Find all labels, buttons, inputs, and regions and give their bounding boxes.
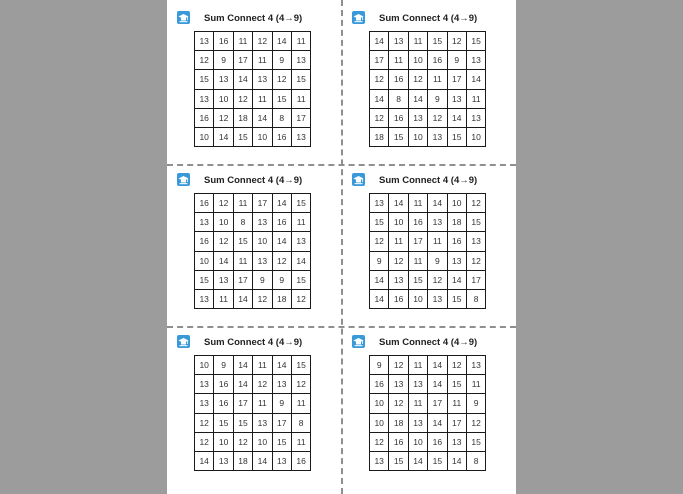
grid-cell: 16	[291, 451, 310, 470]
grid-cell: 13	[466, 108, 485, 127]
grid-cell: 11	[253, 89, 272, 108]
grid-cell: 11	[428, 70, 447, 89]
grid-row	[370, 251, 486, 270]
grid-cell: 17	[233, 51, 252, 70]
grid-cell: 11	[233, 251, 252, 270]
grid-cell: 8	[466, 289, 485, 308]
grid-row	[195, 89, 311, 108]
grid-cell: 13	[447, 89, 466, 108]
grid-cell: 15	[291, 194, 310, 213]
grid-cell: 12	[272, 70, 291, 89]
grid-row	[195, 108, 311, 127]
number-grid	[194, 31, 311, 147]
grid-cell: 14	[214, 251, 233, 270]
grid-row	[195, 213, 311, 232]
grid-cell: 13	[214, 270, 233, 289]
grid-cell: 12	[195, 413, 214, 432]
graduation-cap-icon	[352, 11, 365, 24]
grid-cell: 11	[233, 194, 252, 213]
grid-row	[370, 232, 486, 251]
graduation-cap-icon	[177, 335, 190, 348]
grid-cell: 17	[428, 394, 447, 413]
grid-cell: 11	[408, 394, 427, 413]
grid-cell: 17	[272, 413, 291, 432]
grid-cell: 12	[272, 251, 291, 270]
grid-row	[370, 432, 486, 451]
grid-cell: 14	[291, 251, 310, 270]
grid-cell: 10	[214, 213, 233, 232]
graduation-cap-icon	[177, 173, 190, 186]
grid-cell: 14	[389, 194, 408, 213]
grid-cell: 11	[291, 32, 310, 51]
grid-cell: 9	[428, 251, 447, 270]
grid-cell: 12	[466, 194, 485, 213]
grid-cell: 14	[370, 89, 389, 108]
grid-cell: 15	[447, 127, 466, 146]
grid-cell: 10	[253, 127, 272, 146]
grid-cell: 9	[370, 251, 389, 270]
grid-cell: 13	[370, 194, 389, 213]
grid-cell: 13	[253, 70, 272, 89]
grid-cell: 13	[389, 32, 408, 51]
grid-cell: 10	[408, 289, 427, 308]
grid-cell: 17	[291, 108, 310, 127]
puzzle-card	[342, 324, 514, 484]
grid-row	[195, 413, 311, 432]
grid-cell: 11	[466, 375, 485, 394]
grid-cell: 16	[428, 51, 447, 70]
grid-cell: 12	[389, 356, 408, 375]
grid-cell: 14	[253, 451, 272, 470]
grid-cell: 14	[195, 451, 214, 470]
grid-cell: 15	[389, 451, 408, 470]
grid-cell: 11	[389, 232, 408, 251]
graduation-cap-icon	[352, 173, 365, 186]
grid-cell: 15	[214, 413, 233, 432]
grid-cell: 13	[447, 251, 466, 270]
grid-row	[370, 70, 486, 89]
grid-row	[370, 451, 486, 470]
grid-cell: 8	[291, 413, 310, 432]
grid-cell: 14	[466, 70, 485, 89]
grid-cell: 13	[253, 251, 272, 270]
grid-cell: 8	[233, 213, 252, 232]
grid-cell: 12	[195, 432, 214, 451]
grid-cell: 15	[291, 270, 310, 289]
grid-cell: 14	[447, 108, 466, 127]
grid-cell: 13	[466, 356, 485, 375]
grid-cell: 14	[214, 127, 233, 146]
grid-cell: 15	[428, 451, 447, 470]
puzzle-card	[167, 0, 339, 160]
grid-row	[195, 32, 311, 51]
grid-cell: 12	[291, 289, 310, 308]
grid-cell: 12	[447, 356, 466, 375]
grid-cell: 14	[447, 451, 466, 470]
grid-cell: 12	[389, 394, 408, 413]
grid-cell: 12	[408, 70, 427, 89]
grid-cell: 13	[428, 213, 447, 232]
grid-row	[195, 451, 311, 470]
grid-cell: 13	[428, 127, 447, 146]
grid-cell: 13	[291, 51, 310, 70]
puzzle-card	[342, 0, 514, 160]
grid-cell: 14	[233, 289, 252, 308]
grid-cell: 10	[408, 51, 427, 70]
grid-cell: 16	[408, 213, 427, 232]
grid-cell: 9	[214, 356, 233, 375]
grid-cell: 11	[233, 32, 252, 51]
grid-cell: 13	[272, 375, 291, 394]
grid-cell: 15	[428, 32, 447, 51]
grid-cell: 13	[272, 451, 291, 470]
grid-cell: 11	[291, 394, 310, 413]
grid-cell: 16	[195, 108, 214, 127]
grid-cell: 16	[447, 232, 466, 251]
grid-cell: 11	[389, 51, 408, 70]
grid-cell: 12	[195, 51, 214, 70]
grid-cell: 14	[428, 413, 447, 432]
grid-cell: 11	[408, 194, 427, 213]
grid-cell: 10	[370, 394, 389, 413]
grid-cell: 11	[466, 89, 485, 108]
grid-row	[370, 89, 486, 108]
grid-cell: 15	[272, 432, 291, 451]
grid-cell: 15	[466, 432, 485, 451]
grid-cell: 13	[253, 213, 272, 232]
grid-cell: 13	[389, 270, 408, 289]
grid-cell: 11	[253, 51, 272, 70]
grid-cell: 14	[370, 289, 389, 308]
grid-cell: 14	[408, 451, 427, 470]
number-grid	[194, 355, 311, 471]
grid-cell: 18	[233, 108, 252, 127]
grid-cell: 8	[389, 89, 408, 108]
grid-cell: 11	[253, 356, 272, 375]
grid-cell: 10	[195, 251, 214, 270]
grid-cell: 12	[214, 232, 233, 251]
grid-cell: 15	[233, 232, 252, 251]
grid-cell: 11	[291, 89, 310, 108]
grid-cell: 9	[370, 356, 389, 375]
grid-row	[370, 356, 486, 375]
grid-cell: 16	[389, 70, 408, 89]
grid-cell: 14	[233, 375, 252, 394]
grid-cell: 10	[214, 432, 233, 451]
grid-cell: 11	[428, 232, 447, 251]
grid-cell: 12	[466, 413, 485, 432]
worksheet-page	[167, 0, 516, 494]
grid-cell: 12	[370, 70, 389, 89]
grid-cell: 10	[466, 127, 485, 146]
grid-cell: 9	[272, 51, 291, 70]
grid-cell: 13	[195, 89, 214, 108]
grid-row	[370, 375, 486, 394]
grid-cell: 13	[447, 432, 466, 451]
grid-cell: 10	[195, 356, 214, 375]
grid-cell: 18	[447, 213, 466, 232]
grid-cell: 11	[408, 356, 427, 375]
grid-cell: 10	[370, 413, 389, 432]
puzzle-title: Sum Connect 4 (4→9)	[379, 175, 478, 186]
puzzle-card	[342, 162, 514, 322]
grid-cell: 15	[195, 70, 214, 89]
grid-cell: 15	[408, 270, 427, 289]
grid-cell: 13	[195, 394, 214, 413]
grid-cell: 16	[195, 232, 214, 251]
grid-cell: 13	[291, 127, 310, 146]
grid-cell: 12	[370, 432, 389, 451]
grid-cell: 16	[389, 289, 408, 308]
grid-row	[370, 194, 486, 213]
puzzle-card	[167, 324, 339, 484]
grid-cell: 14	[428, 375, 447, 394]
grid-cell: 17	[447, 413, 466, 432]
grid-cell: 9	[466, 394, 485, 413]
number-grid	[369, 355, 486, 471]
grid-cell: 13	[291, 232, 310, 251]
grid-cell: 12	[233, 89, 252, 108]
number-grid	[369, 31, 486, 147]
puzzle-card	[167, 162, 339, 322]
grid-cell: 17	[253, 194, 272, 213]
grid-row	[195, 394, 311, 413]
graduation-cap-icon	[177, 11, 190, 24]
puzzle-title: Sum Connect 4 (4→9)	[379, 337, 478, 348]
grid-cell: 10	[214, 89, 233, 108]
grid-cell: 11	[408, 32, 427, 51]
graduation-cap-icon	[352, 335, 365, 348]
grid-cell: 16	[214, 394, 233, 413]
grid-cell: 12	[389, 251, 408, 270]
grid-cell: 13	[195, 213, 214, 232]
grid-cell: 12	[466, 251, 485, 270]
grid-cell: 12	[253, 32, 272, 51]
grid-cell: 14	[272, 232, 291, 251]
grid-cell: 13	[408, 375, 427, 394]
grid-cell: 16	[195, 194, 214, 213]
grid-cell: 12	[253, 289, 272, 308]
grid-cell: 18	[370, 127, 389, 146]
grid-cell: 12	[370, 108, 389, 127]
grid-cell: 14	[253, 108, 272, 127]
grid-cell: 13	[195, 375, 214, 394]
number-grid	[369, 193, 486, 309]
grid-cell: 9	[428, 89, 447, 108]
grid-cell: 15	[466, 32, 485, 51]
grid-cell: 13	[370, 451, 389, 470]
grid-cell: 16	[389, 108, 408, 127]
grid-cell: 9	[272, 394, 291, 413]
grid-row	[195, 375, 311, 394]
grid-cell: 14	[233, 356, 252, 375]
grid-cell: 15	[233, 413, 252, 432]
grid-cell: 13	[428, 289, 447, 308]
grid-cell: 16	[272, 213, 291, 232]
grid-cell: 17	[408, 232, 427, 251]
grid-cell: 14	[233, 70, 252, 89]
grid-row	[370, 127, 486, 146]
grid-cell: 12	[428, 108, 447, 127]
grid-cell: 13	[195, 32, 214, 51]
grid-cell: 9	[214, 51, 233, 70]
grid-cell: 10	[447, 194, 466, 213]
grid-cell: 16	[214, 375, 233, 394]
grid-cell: 12	[447, 32, 466, 51]
grid-row	[370, 413, 486, 432]
grid-cell: 17	[370, 51, 389, 70]
grid-row	[370, 213, 486, 232]
grid-row	[370, 394, 486, 413]
grid-cell: 12	[291, 375, 310, 394]
grid-row	[195, 251, 311, 270]
grid-cell: 15	[466, 213, 485, 232]
grid-row	[195, 127, 311, 146]
grid-row	[195, 289, 311, 308]
grid-cell: 18	[389, 413, 408, 432]
grid-cell: 8	[272, 108, 291, 127]
puzzle-title: Sum Connect 4 (4→9)	[204, 13, 303, 24]
grid-cell: 14	[272, 32, 291, 51]
grid-row	[195, 51, 311, 70]
grid-row	[370, 51, 486, 70]
grid-cell: 15	[272, 89, 291, 108]
grid-cell: 10	[253, 432, 272, 451]
grid-cell: 11	[214, 289, 233, 308]
grid-row	[195, 232, 311, 251]
grid-cell: 17	[447, 70, 466, 89]
puzzle-title: Sum Connect 4 (4→9)	[204, 175, 303, 186]
grid-cell: 13	[214, 451, 233, 470]
grid-cell: 9	[447, 51, 466, 70]
grid-cell: 17	[233, 270, 252, 289]
grid-cell: 12	[233, 432, 252, 451]
grid-cell: 11	[447, 394, 466, 413]
grid-cell: 10	[195, 127, 214, 146]
grid-cell: 14	[408, 89, 427, 108]
grid-cell: 15	[291, 356, 310, 375]
grid-cell: 10	[253, 232, 272, 251]
puzzle-title: Sum Connect 4 (4→9)	[204, 337, 303, 348]
grid-row	[370, 108, 486, 127]
grid-cell: 13	[253, 413, 272, 432]
grid-cell: 14	[370, 32, 389, 51]
grid-cell: 13	[466, 232, 485, 251]
grid-cell: 16	[272, 127, 291, 146]
grid-cell: 15	[447, 375, 466, 394]
grid-cell: 15	[447, 289, 466, 308]
grid-cell: 15	[291, 70, 310, 89]
grid-cell: 13	[408, 108, 427, 127]
grid-cell: 15	[233, 127, 252, 146]
grid-cell: 14	[272, 356, 291, 375]
number-grid	[194, 193, 311, 309]
grid-cell: 14	[272, 194, 291, 213]
grid-cell: 16	[389, 432, 408, 451]
grid-cell: 16	[428, 432, 447, 451]
grid-row	[195, 432, 311, 451]
grid-cell: 12	[370, 232, 389, 251]
grid-cell: 15	[195, 270, 214, 289]
grid-cell: 9	[253, 270, 272, 289]
puzzle-title: Sum Connect 4 (4→9)	[379, 13, 478, 24]
grid-cell: 12	[214, 108, 233, 127]
grid-cell: 13	[466, 51, 485, 70]
grid-cell: 17	[466, 270, 485, 289]
grid-cell: 12	[253, 375, 272, 394]
grid-cell: 12	[214, 194, 233, 213]
grid-cell: 14	[428, 356, 447, 375]
grid-row	[370, 32, 486, 51]
grid-cell: 13	[389, 375, 408, 394]
grid-row	[370, 289, 486, 308]
grid-cell: 13	[214, 70, 233, 89]
grid-cell: 16	[370, 375, 389, 394]
grid-row	[370, 270, 486, 289]
grid-cell: 8	[466, 451, 485, 470]
grid-cell: 14	[370, 270, 389, 289]
grid-cell: 15	[389, 127, 408, 146]
grid-cell: 18	[233, 451, 252, 470]
grid-cell: 16	[214, 32, 233, 51]
grid-cell: 11	[253, 394, 272, 413]
grid-cell: 18	[272, 289, 291, 308]
grid-cell: 14	[428, 194, 447, 213]
grid-row	[195, 194, 311, 213]
grid-cell: 10	[408, 127, 427, 146]
grid-row	[195, 356, 311, 375]
grid-row	[195, 70, 311, 89]
grid-cell: 15	[370, 213, 389, 232]
grid-cell: 9	[272, 270, 291, 289]
grid-cell: 10	[408, 432, 427, 451]
grid-cell: 17	[233, 394, 252, 413]
grid-row	[195, 270, 311, 289]
grid-cell: 13	[195, 289, 214, 308]
grid-cell: 10	[389, 213, 408, 232]
grid-cell: 11	[291, 432, 310, 451]
grid-cell: 14	[447, 270, 466, 289]
grid-cell: 11	[291, 213, 310, 232]
grid-cell: 12	[428, 270, 447, 289]
grid-cell: 13	[408, 413, 427, 432]
grid-cell: 11	[408, 251, 427, 270]
